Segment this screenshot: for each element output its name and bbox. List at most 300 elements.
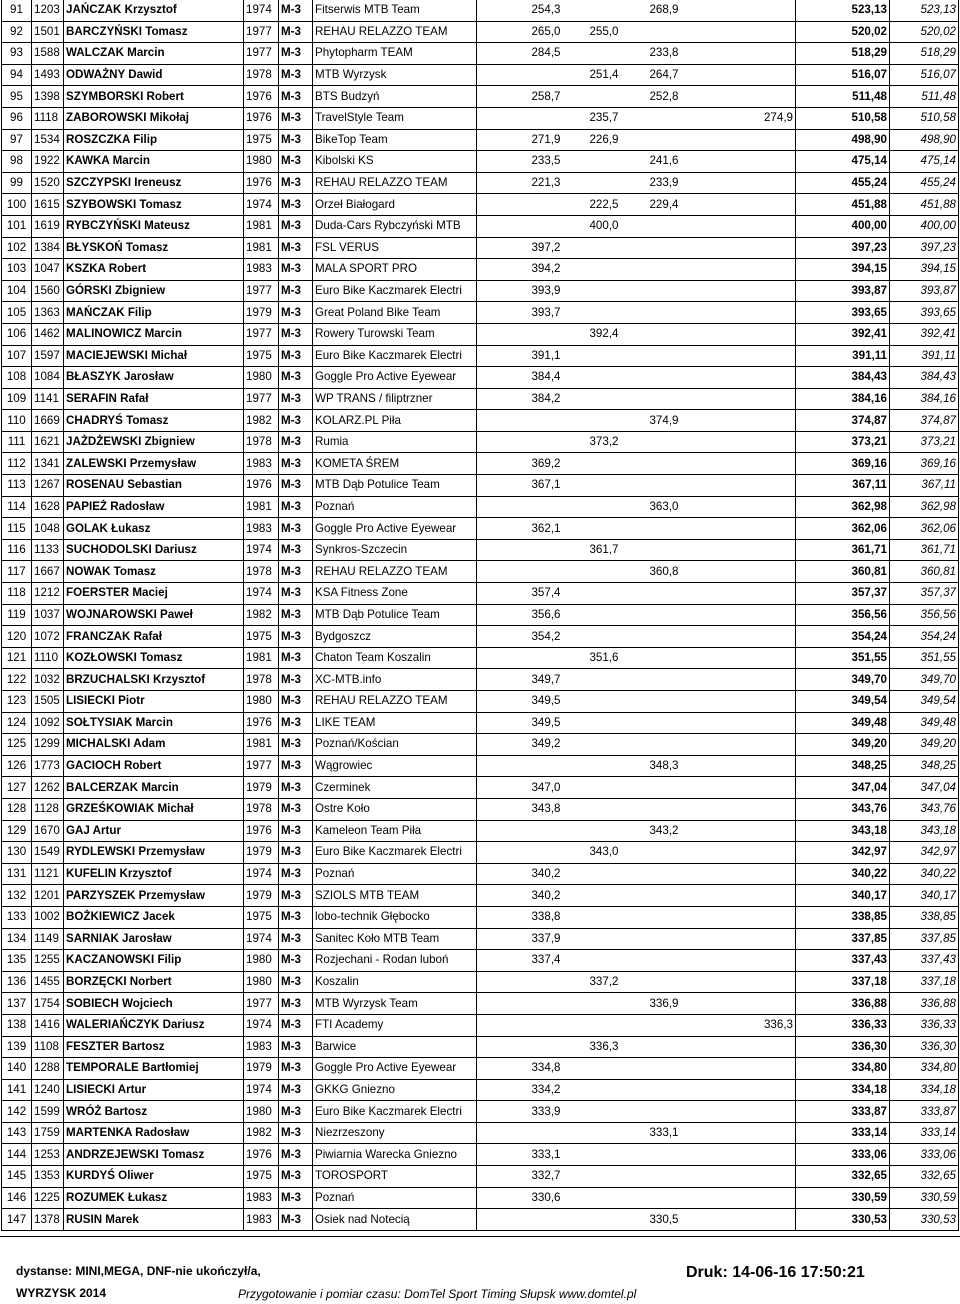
category-cell: M-3 bbox=[279, 1014, 313, 1036]
stage1-cell: 354,2 bbox=[477, 626, 563, 648]
category-cell: M-3 bbox=[279, 367, 313, 389]
result-row bbox=[2, 367, 959, 389]
birth-year-cell: 1976 bbox=[244, 475, 279, 497]
birth-year-cell: 1974 bbox=[244, 194, 279, 216]
stage1-cell: 394,2 bbox=[477, 259, 563, 281]
result-row bbox=[2, 906, 959, 928]
result-row bbox=[2, 107, 959, 129]
stage4-cell bbox=[681, 885, 796, 907]
stage4-cell: 336,3 bbox=[681, 1014, 796, 1036]
place-cell: 137 bbox=[2, 993, 32, 1015]
rider-name-cell: LISIECKI Piotr bbox=[64, 691, 244, 713]
stage1-cell: 271,9 bbox=[477, 129, 563, 151]
category-cell: M-3 bbox=[279, 453, 313, 475]
stage1-cell: 393,9 bbox=[477, 280, 563, 302]
team-cell: Orzeł Białogard bbox=[313, 194, 477, 216]
stage3-cell bbox=[621, 280, 681, 302]
birth-year-cell: 1976 bbox=[244, 86, 279, 108]
classified-points-cell: 373,21 bbox=[890, 431, 959, 453]
classified-points-cell: 330,53 bbox=[890, 1209, 959, 1231]
stage4-cell bbox=[681, 475, 796, 497]
rider-name-cell: MAŃCZAK Filip bbox=[64, 302, 244, 324]
rider-name-cell: PAPIEŻ Radosław bbox=[64, 496, 244, 518]
result-row bbox=[2, 151, 959, 173]
birth-year-cell: 1976 bbox=[244, 820, 279, 842]
classified-points-cell: 357,37 bbox=[890, 583, 959, 605]
stage3-cell: 333,1 bbox=[621, 1122, 681, 1144]
birth-year-cell: 1974 bbox=[244, 863, 279, 885]
classified-points-cell: 451,88 bbox=[890, 194, 959, 216]
bib-cell: 1353 bbox=[32, 1166, 64, 1188]
result-row bbox=[2, 86, 959, 108]
classified-points-cell: 374,87 bbox=[890, 410, 959, 432]
stage1-cell: 233,5 bbox=[477, 151, 563, 173]
stage4-cell bbox=[681, 820, 796, 842]
category-cell: M-3 bbox=[279, 626, 313, 648]
bib-cell: 1549 bbox=[32, 842, 64, 864]
result-row bbox=[2, 993, 959, 1015]
team-cell: BTS Budzyń bbox=[313, 86, 477, 108]
classified-points-cell: 397,23 bbox=[890, 237, 959, 259]
result-row bbox=[2, 1187, 959, 1209]
stage2-cell bbox=[563, 712, 621, 734]
bib-cell: 1759 bbox=[32, 1122, 64, 1144]
stage2-cell bbox=[563, 734, 621, 756]
result-row bbox=[2, 323, 959, 345]
stage4-cell: 274,9 bbox=[681, 107, 796, 129]
birth-year-cell: 1978 bbox=[244, 561, 279, 583]
bib-cell: 1599 bbox=[32, 1101, 64, 1123]
team-cell: Synkros-Szczecin bbox=[313, 539, 477, 561]
team-cell: Chaton Team Koszalin bbox=[313, 647, 477, 669]
total-points-cell: 347,04 bbox=[796, 777, 890, 799]
classified-points-cell: 336,33 bbox=[890, 1014, 959, 1036]
place-cell: 107 bbox=[2, 345, 32, 367]
result-row bbox=[2, 1209, 959, 1231]
bib-cell: 1619 bbox=[32, 215, 64, 237]
result-row bbox=[2, 0, 959, 21]
place-cell: 143 bbox=[2, 1122, 32, 1144]
place-cell: 127 bbox=[2, 777, 32, 799]
rider-name-cell: SZYMBORSKI Robert bbox=[64, 86, 244, 108]
place-cell: 125 bbox=[2, 734, 32, 756]
rider-name-cell: CHADRYŚ Tomasz bbox=[64, 410, 244, 432]
bib-cell: 1128 bbox=[32, 798, 64, 820]
stage1-cell: 349,5 bbox=[477, 712, 563, 734]
birth-year-cell: 1979 bbox=[244, 1058, 279, 1080]
category-cell: M-3 bbox=[279, 215, 313, 237]
category-cell: M-3 bbox=[279, 388, 313, 410]
category-cell: M-3 bbox=[279, 151, 313, 173]
team-cell: BikeTop Team bbox=[313, 129, 477, 151]
result-row bbox=[2, 777, 959, 799]
total-points-cell: 343,76 bbox=[796, 798, 890, 820]
place-cell: 104 bbox=[2, 280, 32, 302]
team-cell: Niezrzeszony bbox=[313, 1122, 477, 1144]
stage3-cell bbox=[621, 1101, 681, 1123]
team-cell: FSL VERUS bbox=[313, 237, 477, 259]
bib-cell: 1462 bbox=[32, 323, 64, 345]
team-cell: MTB Wyrzysk Team bbox=[313, 993, 477, 1015]
classified-points-cell: 354,24 bbox=[890, 626, 959, 648]
category-cell: M-3 bbox=[279, 993, 313, 1015]
rider-name-cell: ROSENAU Sebastian bbox=[64, 475, 244, 497]
team-cell: REHAU RELAZZO TEAM bbox=[313, 561, 477, 583]
birth-year-cell: 1976 bbox=[244, 107, 279, 129]
stage2-cell bbox=[563, 302, 621, 324]
birth-year-cell: 1974 bbox=[244, 1079, 279, 1101]
place-cell: 95 bbox=[2, 86, 32, 108]
team-cell: REHAU RELAZZO TEAM bbox=[313, 21, 477, 43]
stage2-cell bbox=[563, 928, 621, 950]
category-cell: M-3 bbox=[279, 1166, 313, 1188]
stage3-cell bbox=[621, 798, 681, 820]
team-cell: MTB Dąb Potulice Team bbox=[313, 604, 477, 626]
classified-points-cell: 333,06 bbox=[890, 1144, 959, 1166]
classified-points-cell: 393,87 bbox=[890, 280, 959, 302]
stage3-cell bbox=[621, 712, 681, 734]
birth-year-cell: 1976 bbox=[244, 712, 279, 734]
place-cell: 141 bbox=[2, 1079, 32, 1101]
stage1-cell: 349,5 bbox=[477, 691, 563, 713]
bib-cell: 1118 bbox=[32, 107, 64, 129]
rider-name-cell: GOLAK Łukasz bbox=[64, 518, 244, 540]
stage1-cell: 367,1 bbox=[477, 475, 563, 497]
stage2-cell bbox=[563, 906, 621, 928]
rider-name-cell: ZABOROWSKI Mikołaj bbox=[64, 107, 244, 129]
stage1-cell bbox=[477, 194, 563, 216]
stage1-cell: 340,2 bbox=[477, 863, 563, 885]
result-row bbox=[2, 712, 959, 734]
stage4-cell bbox=[681, 194, 796, 216]
birth-year-cell: 1974 bbox=[244, 539, 279, 561]
stage2-cell: 235,7 bbox=[563, 107, 621, 129]
team-cell: SZIOLS MTB TEAM bbox=[313, 885, 477, 907]
stage2-cell bbox=[563, 388, 621, 410]
total-points-cell: 475,14 bbox=[796, 151, 890, 173]
birth-year-cell: 1975 bbox=[244, 345, 279, 367]
stage4-cell bbox=[681, 1058, 796, 1080]
place-cell: 145 bbox=[2, 1166, 32, 1188]
bib-cell: 1203 bbox=[32, 0, 64, 21]
stage3-cell: 330,5 bbox=[621, 1209, 681, 1231]
rider-name-cell: BARCZYŃSKI Tomasz bbox=[64, 21, 244, 43]
classified-points-cell: 349,20 bbox=[890, 734, 959, 756]
bib-cell: 1288 bbox=[32, 1058, 64, 1080]
place-cell: 96 bbox=[2, 107, 32, 129]
category-cell: M-3 bbox=[279, 755, 313, 777]
result-row bbox=[2, 798, 959, 820]
total-points-cell: 361,71 bbox=[796, 539, 890, 561]
stage1-cell bbox=[477, 993, 563, 1015]
total-points-cell: 338,85 bbox=[796, 906, 890, 928]
birth-year-cell: 1976 bbox=[244, 1144, 279, 1166]
total-points-cell: 392,41 bbox=[796, 323, 890, 345]
bib-cell: 1773 bbox=[32, 755, 64, 777]
stage4-cell bbox=[681, 777, 796, 799]
rider-name-cell: JAŻDŻEWSKI Zbigniew bbox=[64, 431, 244, 453]
classified-points-cell: 523,13 bbox=[890, 0, 959, 21]
stage2-cell bbox=[563, 518, 621, 540]
stage2-cell bbox=[563, 885, 621, 907]
total-points-cell: 451,88 bbox=[796, 194, 890, 216]
bib-cell: 1398 bbox=[32, 86, 64, 108]
bib-cell: 1262 bbox=[32, 777, 64, 799]
category-cell: M-3 bbox=[279, 1209, 313, 1231]
total-points-cell: 393,65 bbox=[796, 302, 890, 324]
category-cell: M-3 bbox=[279, 1036, 313, 1058]
birth-year-cell: 1983 bbox=[244, 1036, 279, 1058]
stage3-cell bbox=[621, 669, 681, 691]
stage1-cell: 254,3 bbox=[477, 0, 563, 21]
bib-cell: 1149 bbox=[32, 928, 64, 950]
rider-name-cell: LISIECKI Artur bbox=[64, 1079, 244, 1101]
stage4-cell bbox=[681, 302, 796, 324]
total-points-cell: 362,98 bbox=[796, 496, 890, 518]
stage3-cell bbox=[621, 1187, 681, 1209]
classified-points-cell: 330,59 bbox=[890, 1187, 959, 1209]
stage4-cell bbox=[681, 1209, 796, 1231]
stage3-cell bbox=[621, 885, 681, 907]
classified-points-cell: 518,29 bbox=[890, 43, 959, 65]
stage3-cell bbox=[621, 583, 681, 605]
stage4-cell bbox=[681, 1079, 796, 1101]
stage3-cell: 229,4 bbox=[621, 194, 681, 216]
result-row bbox=[2, 1166, 959, 1188]
stage4-cell bbox=[681, 798, 796, 820]
stage3-cell: 336,9 bbox=[621, 993, 681, 1015]
total-points-cell: 384,43 bbox=[796, 367, 890, 389]
total-points-cell: 348,25 bbox=[796, 755, 890, 777]
stage4-cell bbox=[681, 0, 796, 21]
stage2-cell bbox=[563, 755, 621, 777]
category-cell: M-3 bbox=[279, 345, 313, 367]
stage1-cell: 393,7 bbox=[477, 302, 563, 324]
total-points-cell: 400,00 bbox=[796, 215, 890, 237]
stage1-cell: 397,2 bbox=[477, 237, 563, 259]
team-cell: Koszalin bbox=[313, 971, 477, 993]
place-cell: 98 bbox=[2, 151, 32, 173]
total-points-cell: 518,29 bbox=[796, 43, 890, 65]
bib-cell: 1110 bbox=[32, 647, 64, 669]
birth-year-cell: 1981 bbox=[244, 496, 279, 518]
team-cell: KSA Fitness Zone bbox=[313, 583, 477, 605]
classified-points-cell: 392,41 bbox=[890, 323, 959, 345]
stage4-cell bbox=[681, 863, 796, 885]
stage1-cell: 362,1 bbox=[477, 518, 563, 540]
total-points-cell: 393,87 bbox=[796, 280, 890, 302]
stage4-cell bbox=[681, 410, 796, 432]
classified-points-cell: 349,48 bbox=[890, 712, 959, 734]
stage4-cell bbox=[681, 561, 796, 583]
bib-cell: 1032 bbox=[32, 669, 64, 691]
stage2-cell bbox=[563, 583, 621, 605]
footer-timing-credit: Przygotowanie i pomiar czasu: DomTel Sport Timing Słupsk www.domtel.pl bbox=[238, 1287, 637, 1301]
team-cell: Kibolski KS bbox=[313, 151, 477, 173]
team-cell: Euro Bike Kaczmarek Electri bbox=[313, 280, 477, 302]
total-points-cell: 340,17 bbox=[796, 885, 890, 907]
team-cell: LIKE TEAM bbox=[313, 712, 477, 734]
team-cell: REHAU RELAZZO TEAM bbox=[313, 172, 477, 194]
stage2-cell bbox=[563, 691, 621, 713]
stage4-cell bbox=[681, 755, 796, 777]
stage1-cell: 384,4 bbox=[477, 367, 563, 389]
category-cell: M-3 bbox=[279, 431, 313, 453]
classified-points-cell: 333,87 bbox=[890, 1101, 959, 1123]
classified-points-cell: 384,16 bbox=[890, 388, 959, 410]
birth-year-cell: 1983 bbox=[244, 259, 279, 281]
total-points-cell: 510,58 bbox=[796, 107, 890, 129]
team-cell: REHAU RELAZZO TEAM bbox=[313, 691, 477, 713]
place-cell: 103 bbox=[2, 259, 32, 281]
team-cell: MALA SPORT PRO bbox=[313, 259, 477, 281]
classified-points-cell: 367,11 bbox=[890, 475, 959, 497]
rider-name-cell: ANDRZEJEWSKI Tomasz bbox=[64, 1144, 244, 1166]
result-row bbox=[2, 561, 959, 583]
rider-name-cell: MALINOWICZ Marcin bbox=[64, 323, 244, 345]
category-cell: M-3 bbox=[279, 583, 313, 605]
stage4-cell bbox=[681, 151, 796, 173]
place-cell: 140 bbox=[2, 1058, 32, 1080]
birth-year-cell: 1983 bbox=[244, 1187, 279, 1209]
place-cell: 91 bbox=[2, 0, 32, 21]
place-cell: 131 bbox=[2, 863, 32, 885]
team-cell: XC-MTB.info bbox=[313, 669, 477, 691]
place-cell: 115 bbox=[2, 518, 32, 540]
birth-year-cell: 1982 bbox=[244, 604, 279, 626]
rider-name-cell: ROSZCZKA Filip bbox=[64, 129, 244, 151]
rider-name-cell: BALCERZAK Marcin bbox=[64, 777, 244, 799]
bib-cell: 1754 bbox=[32, 993, 64, 1015]
place-cell: 130 bbox=[2, 842, 32, 864]
classified-points-cell: 340,17 bbox=[890, 885, 959, 907]
classified-points-cell: 337,85 bbox=[890, 928, 959, 950]
bib-cell: 1615 bbox=[32, 194, 64, 216]
total-points-cell: 356,56 bbox=[796, 604, 890, 626]
bib-cell: 1092 bbox=[32, 712, 64, 734]
stage1-cell: 284,5 bbox=[477, 43, 563, 65]
stage1-cell: 333,9 bbox=[477, 1101, 563, 1123]
team-cell: Goggle Pro Active Eyewear bbox=[313, 518, 477, 540]
stage2-cell: 255,0 bbox=[563, 21, 621, 43]
rider-name-cell: WALERIAŃCZYK Dariusz bbox=[64, 1014, 244, 1036]
results-body bbox=[2, 0, 959, 1230]
category-cell: M-3 bbox=[279, 237, 313, 259]
stage3-cell bbox=[621, 626, 681, 648]
stage1-cell bbox=[477, 561, 563, 583]
result-row bbox=[2, 604, 959, 626]
category-cell: M-3 bbox=[279, 906, 313, 928]
bib-cell: 1037 bbox=[32, 604, 64, 626]
stage3-cell bbox=[621, 323, 681, 345]
stage3-cell bbox=[621, 1079, 681, 1101]
stage3-cell bbox=[621, 107, 681, 129]
stage4-cell bbox=[681, 172, 796, 194]
place-cell: 147 bbox=[2, 1209, 32, 1231]
classified-points-cell: 394,15 bbox=[890, 259, 959, 281]
total-points-cell: 354,24 bbox=[796, 626, 890, 648]
classified-points-cell: 393,65 bbox=[890, 302, 959, 324]
team-cell: TravelStyle Team bbox=[313, 107, 477, 129]
classified-points-cell: 369,16 bbox=[890, 453, 959, 475]
place-cell: 132 bbox=[2, 885, 32, 907]
classified-points-cell: 337,18 bbox=[890, 971, 959, 993]
team-cell: Poznań/Kościan bbox=[313, 734, 477, 756]
stage2-cell bbox=[563, 410, 621, 432]
total-points-cell: 333,06 bbox=[796, 1144, 890, 1166]
footer-event-name: WYRZYSK 2014 bbox=[16, 1286, 107, 1300]
result-row bbox=[2, 820, 959, 842]
place-cell: 139 bbox=[2, 1036, 32, 1058]
result-row bbox=[2, 237, 959, 259]
total-points-cell: 369,16 bbox=[796, 453, 890, 475]
category-cell: M-3 bbox=[279, 820, 313, 842]
rider-name-cell: PARZYSZEK Przemysław bbox=[64, 885, 244, 907]
stage3-cell bbox=[621, 1014, 681, 1036]
result-row bbox=[2, 1101, 959, 1123]
stage3-cell: 233,9 bbox=[621, 172, 681, 194]
place-cell: 120 bbox=[2, 626, 32, 648]
total-points-cell: 334,80 bbox=[796, 1058, 890, 1080]
birth-year-cell: 1977 bbox=[244, 280, 279, 302]
category-cell: M-3 bbox=[279, 928, 313, 950]
bib-cell: 1534 bbox=[32, 129, 64, 151]
bib-cell: 1669 bbox=[32, 410, 64, 432]
birth-year-cell: 1974 bbox=[244, 583, 279, 605]
total-points-cell: 334,18 bbox=[796, 1079, 890, 1101]
classified-points-cell: 356,56 bbox=[890, 604, 959, 626]
stage2-cell bbox=[563, 86, 621, 108]
stage1-cell bbox=[477, 215, 563, 237]
results-table bbox=[1, 0, 959, 1231]
stage1-cell bbox=[477, 842, 563, 864]
stage4-cell bbox=[681, 950, 796, 972]
stage2-cell: 343,0 bbox=[563, 842, 621, 864]
stage4-cell bbox=[681, 1187, 796, 1209]
bib-cell: 1225 bbox=[32, 1187, 64, 1209]
birth-year-cell: 1982 bbox=[244, 1122, 279, 1144]
stage3-cell bbox=[621, 1058, 681, 1080]
bib-cell: 1240 bbox=[32, 1079, 64, 1101]
total-points-cell: 330,53 bbox=[796, 1209, 890, 1231]
stage4-cell bbox=[681, 993, 796, 1015]
stage4-cell bbox=[681, 734, 796, 756]
result-row bbox=[2, 647, 959, 669]
place-cell: 117 bbox=[2, 561, 32, 583]
bib-cell: 1047 bbox=[32, 259, 64, 281]
place-cell: 93 bbox=[2, 43, 32, 65]
stage1-cell bbox=[477, 971, 563, 993]
stage2-cell bbox=[563, 993, 621, 1015]
team-cell: Ostre Koło bbox=[313, 798, 477, 820]
category-cell: M-3 bbox=[279, 194, 313, 216]
stage1-cell bbox=[477, 323, 563, 345]
birth-year-cell: 1975 bbox=[244, 1166, 279, 1188]
total-points-cell: 511,48 bbox=[796, 86, 890, 108]
stage3-cell bbox=[621, 691, 681, 713]
total-points-cell: 384,16 bbox=[796, 388, 890, 410]
stage4-cell bbox=[681, 1144, 796, 1166]
place-cell: 128 bbox=[2, 798, 32, 820]
stage1-cell: 333,1 bbox=[477, 1144, 563, 1166]
stage4-cell bbox=[681, 1036, 796, 1058]
bib-cell: 1384 bbox=[32, 237, 64, 259]
result-row bbox=[2, 518, 959, 540]
stage2-cell bbox=[563, 1079, 621, 1101]
bib-cell: 1363 bbox=[32, 302, 64, 324]
rider-name-cell: KOZŁOWSKI Tomasz bbox=[64, 647, 244, 669]
stage1-cell bbox=[477, 1122, 563, 1144]
